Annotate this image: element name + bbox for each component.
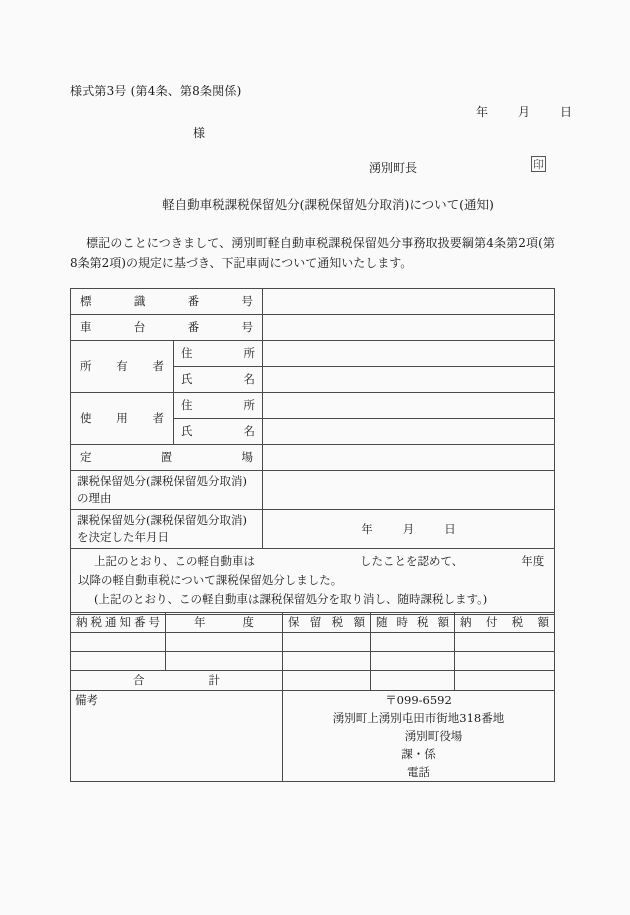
table-row bbox=[71, 315, 555, 341]
statement-line1-part2: したことを認めて、 bbox=[360, 554, 464, 568]
column-header-occasional-tax: 随時税額 bbox=[371, 613, 455, 633]
page-title: 軽自動車税課税保留処分(課税保留処分取消)について(通知) bbox=[162, 197, 494, 212]
seal-stamp-icon: 印 bbox=[533, 158, 544, 171]
table-row bbox=[71, 549, 555, 615]
table-header-row bbox=[71, 613, 555, 633]
date-month-label: 月 bbox=[517, 105, 530, 119]
table-row bbox=[71, 393, 555, 419]
label-user-address: 住所 bbox=[174, 393, 263, 419]
table-total-row bbox=[71, 671, 555, 691]
label-user-name: 氏名 bbox=[174, 419, 263, 445]
cell-total-paid-tax[interactable] bbox=[455, 671, 555, 691]
cell-fiscal-year-1[interactable] bbox=[166, 633, 283, 652]
label-user: 使用者 bbox=[71, 393, 174, 445]
vehicle-info-table bbox=[70, 288, 555, 615]
statement-line1-part1: 上記のとおり、この軽自動車は bbox=[94, 554, 255, 568]
cell-paid-tax-2[interactable] bbox=[455, 652, 555, 671]
table-row bbox=[71, 510, 555, 549]
date-day-label: 日 bbox=[559, 105, 572, 119]
cell-total-occasional-tax[interactable] bbox=[371, 671, 455, 691]
label-owner-name: 氏名 bbox=[174, 367, 263, 393]
statement-line2: 以降の軽自動車税について課税保留処分しました。 bbox=[78, 573, 343, 587]
value-user-address[interactable] bbox=[263, 393, 555, 419]
suspension-statement bbox=[71, 549, 555, 615]
statement-line1-part3: 年度 bbox=[521, 554, 545, 568]
label-owner-address: 住所 bbox=[174, 341, 263, 367]
label-plate-number: 標識番号 bbox=[71, 289, 263, 315]
table-row bbox=[71, 445, 555, 471]
column-header-fiscal-year: 年度 bbox=[166, 613, 283, 633]
issuer-name: 湧別町長 bbox=[369, 161, 418, 175]
cell-fiscal-year-2[interactable] bbox=[166, 652, 283, 671]
value-suspension-reason[interactable] bbox=[263, 471, 555, 510]
tax-amount-table bbox=[70, 612, 555, 782]
telephone-label: 電話 bbox=[407, 765, 430, 779]
lead-text: 標記のことにつきまして、湧別町軽自動車税課税保留処分事務取扱要綱第4条第2項(第8条第2項)の規定に基づき、下記車両について通知いたします。 bbox=[70, 236, 555, 270]
decision-date-month: 月 bbox=[402, 521, 415, 536]
addressee-honorific: 様 bbox=[193, 126, 206, 140]
table-row bbox=[71, 341, 555, 367]
table-row bbox=[71, 652, 555, 671]
office-address: 湧別町上湧別屯田市街地318番地 bbox=[332, 711, 505, 725]
cell-paid-tax-1[interactable] bbox=[455, 633, 555, 652]
value-plate-number[interactable] bbox=[263, 289, 555, 315]
table-row bbox=[71, 471, 555, 510]
value-chassis-number[interactable] bbox=[263, 315, 555, 341]
cell-occasional-tax-2[interactable] bbox=[371, 652, 455, 671]
table-row bbox=[71, 691, 555, 782]
office-address-block bbox=[283, 691, 555, 782]
value-user-name[interactable] bbox=[263, 419, 555, 445]
cell-notice-number-1[interactable] bbox=[71, 633, 166, 652]
cell-suspended-tax-1[interactable] bbox=[283, 633, 371, 652]
date-year-label: 年 bbox=[475, 105, 488, 119]
table-row bbox=[71, 633, 555, 652]
form-number: 様式第3号 (第4条、第8条関係) bbox=[70, 84, 242, 98]
cell-notice-number-2[interactable] bbox=[71, 652, 166, 671]
value-parking-location[interactable] bbox=[263, 445, 555, 471]
label-owner: 所有者 bbox=[71, 341, 174, 393]
lead-paragraph bbox=[70, 233, 555, 273]
office-name: 湧別町役場 bbox=[404, 729, 463, 743]
decision-date-day: 日 bbox=[444, 521, 456, 536]
label-suspension-reason: 課税保留処分(課税保留処分取消)の理由 bbox=[71, 471, 263, 510]
cell-occasional-tax-1[interactable] bbox=[371, 633, 455, 652]
cell-suspended-tax-2[interactable] bbox=[283, 652, 371, 671]
label-chassis-number: 車台番号 bbox=[71, 315, 263, 341]
postal-code: 〒099-6592 bbox=[385, 693, 452, 707]
label-parking-location: 定置場 bbox=[71, 445, 263, 471]
label-total: 合計 bbox=[71, 671, 283, 691]
column-header-notice-number: 納税通知番号 bbox=[71, 613, 166, 633]
value-decision-date[interactable] bbox=[263, 510, 555, 549]
decision-date-year: 年 bbox=[361, 521, 373, 536]
statement-line3: (上記のとおり、この軽自動車は課税保留処分を取り消し、随時課税します。) bbox=[94, 592, 488, 606]
label-decision-date: 課税保留処分(課税保留処分取消)を決定した年月日 bbox=[71, 510, 263, 549]
section-label: 課・係 bbox=[401, 747, 436, 761]
value-owner-address[interactable] bbox=[263, 341, 555, 367]
document-date-line bbox=[476, 103, 572, 120]
value-owner-name[interactable] bbox=[263, 367, 555, 393]
column-header-suspended-tax: 保留税額 bbox=[283, 613, 371, 633]
cell-total-suspended-tax[interactable] bbox=[283, 671, 371, 691]
table-row bbox=[71, 289, 555, 315]
label-remarks: 備考 bbox=[71, 691, 283, 782]
column-header-paid-tax: 納付税額 bbox=[455, 613, 555, 633]
